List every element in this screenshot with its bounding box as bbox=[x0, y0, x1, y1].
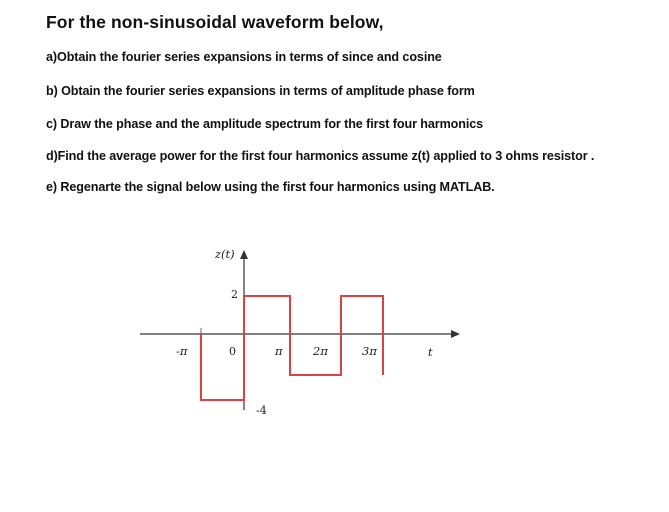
x-tick-2pi: 2π bbox=[313, 344, 328, 358]
question-a: a)Obtain the fourier series expansions in terms of since and cosine bbox=[46, 50, 442, 64]
x-tick-zero: 0 bbox=[229, 345, 236, 358]
question-b: b) Obtain the fourier series expansions in terms of amplitude phase form bbox=[46, 84, 475, 98]
question-c: c) Draw the phase and the amplitude spectrum for the first four harmonics bbox=[46, 117, 484, 131]
problem-title: For the non-sinusoidal waveform below, bbox=[46, 12, 384, 32]
x-axis-label: t bbox=[428, 345, 433, 359]
question-e: e) Regenarte the signal below using the first four harmonics using MATLAB. bbox=[46, 180, 495, 194]
y-axis-arrow-icon bbox=[240, 250, 248, 259]
x-tick-3pi: 3π bbox=[362, 344, 377, 358]
x-tick-pi: π bbox=[275, 344, 283, 358]
y-axis-label: z(t) bbox=[215, 247, 235, 261]
y-tick-2: 2 bbox=[231, 288, 238, 301]
x-axis-arrow-icon bbox=[451, 330, 460, 338]
question-d: d)Find the average power for the first four harmonics assume z(t) applied to 3 ohms resistor . bbox=[46, 149, 595, 163]
x-tick-minus-pi: -π bbox=[176, 344, 188, 358]
y-tick-minus-4: -4 bbox=[256, 404, 267, 417]
